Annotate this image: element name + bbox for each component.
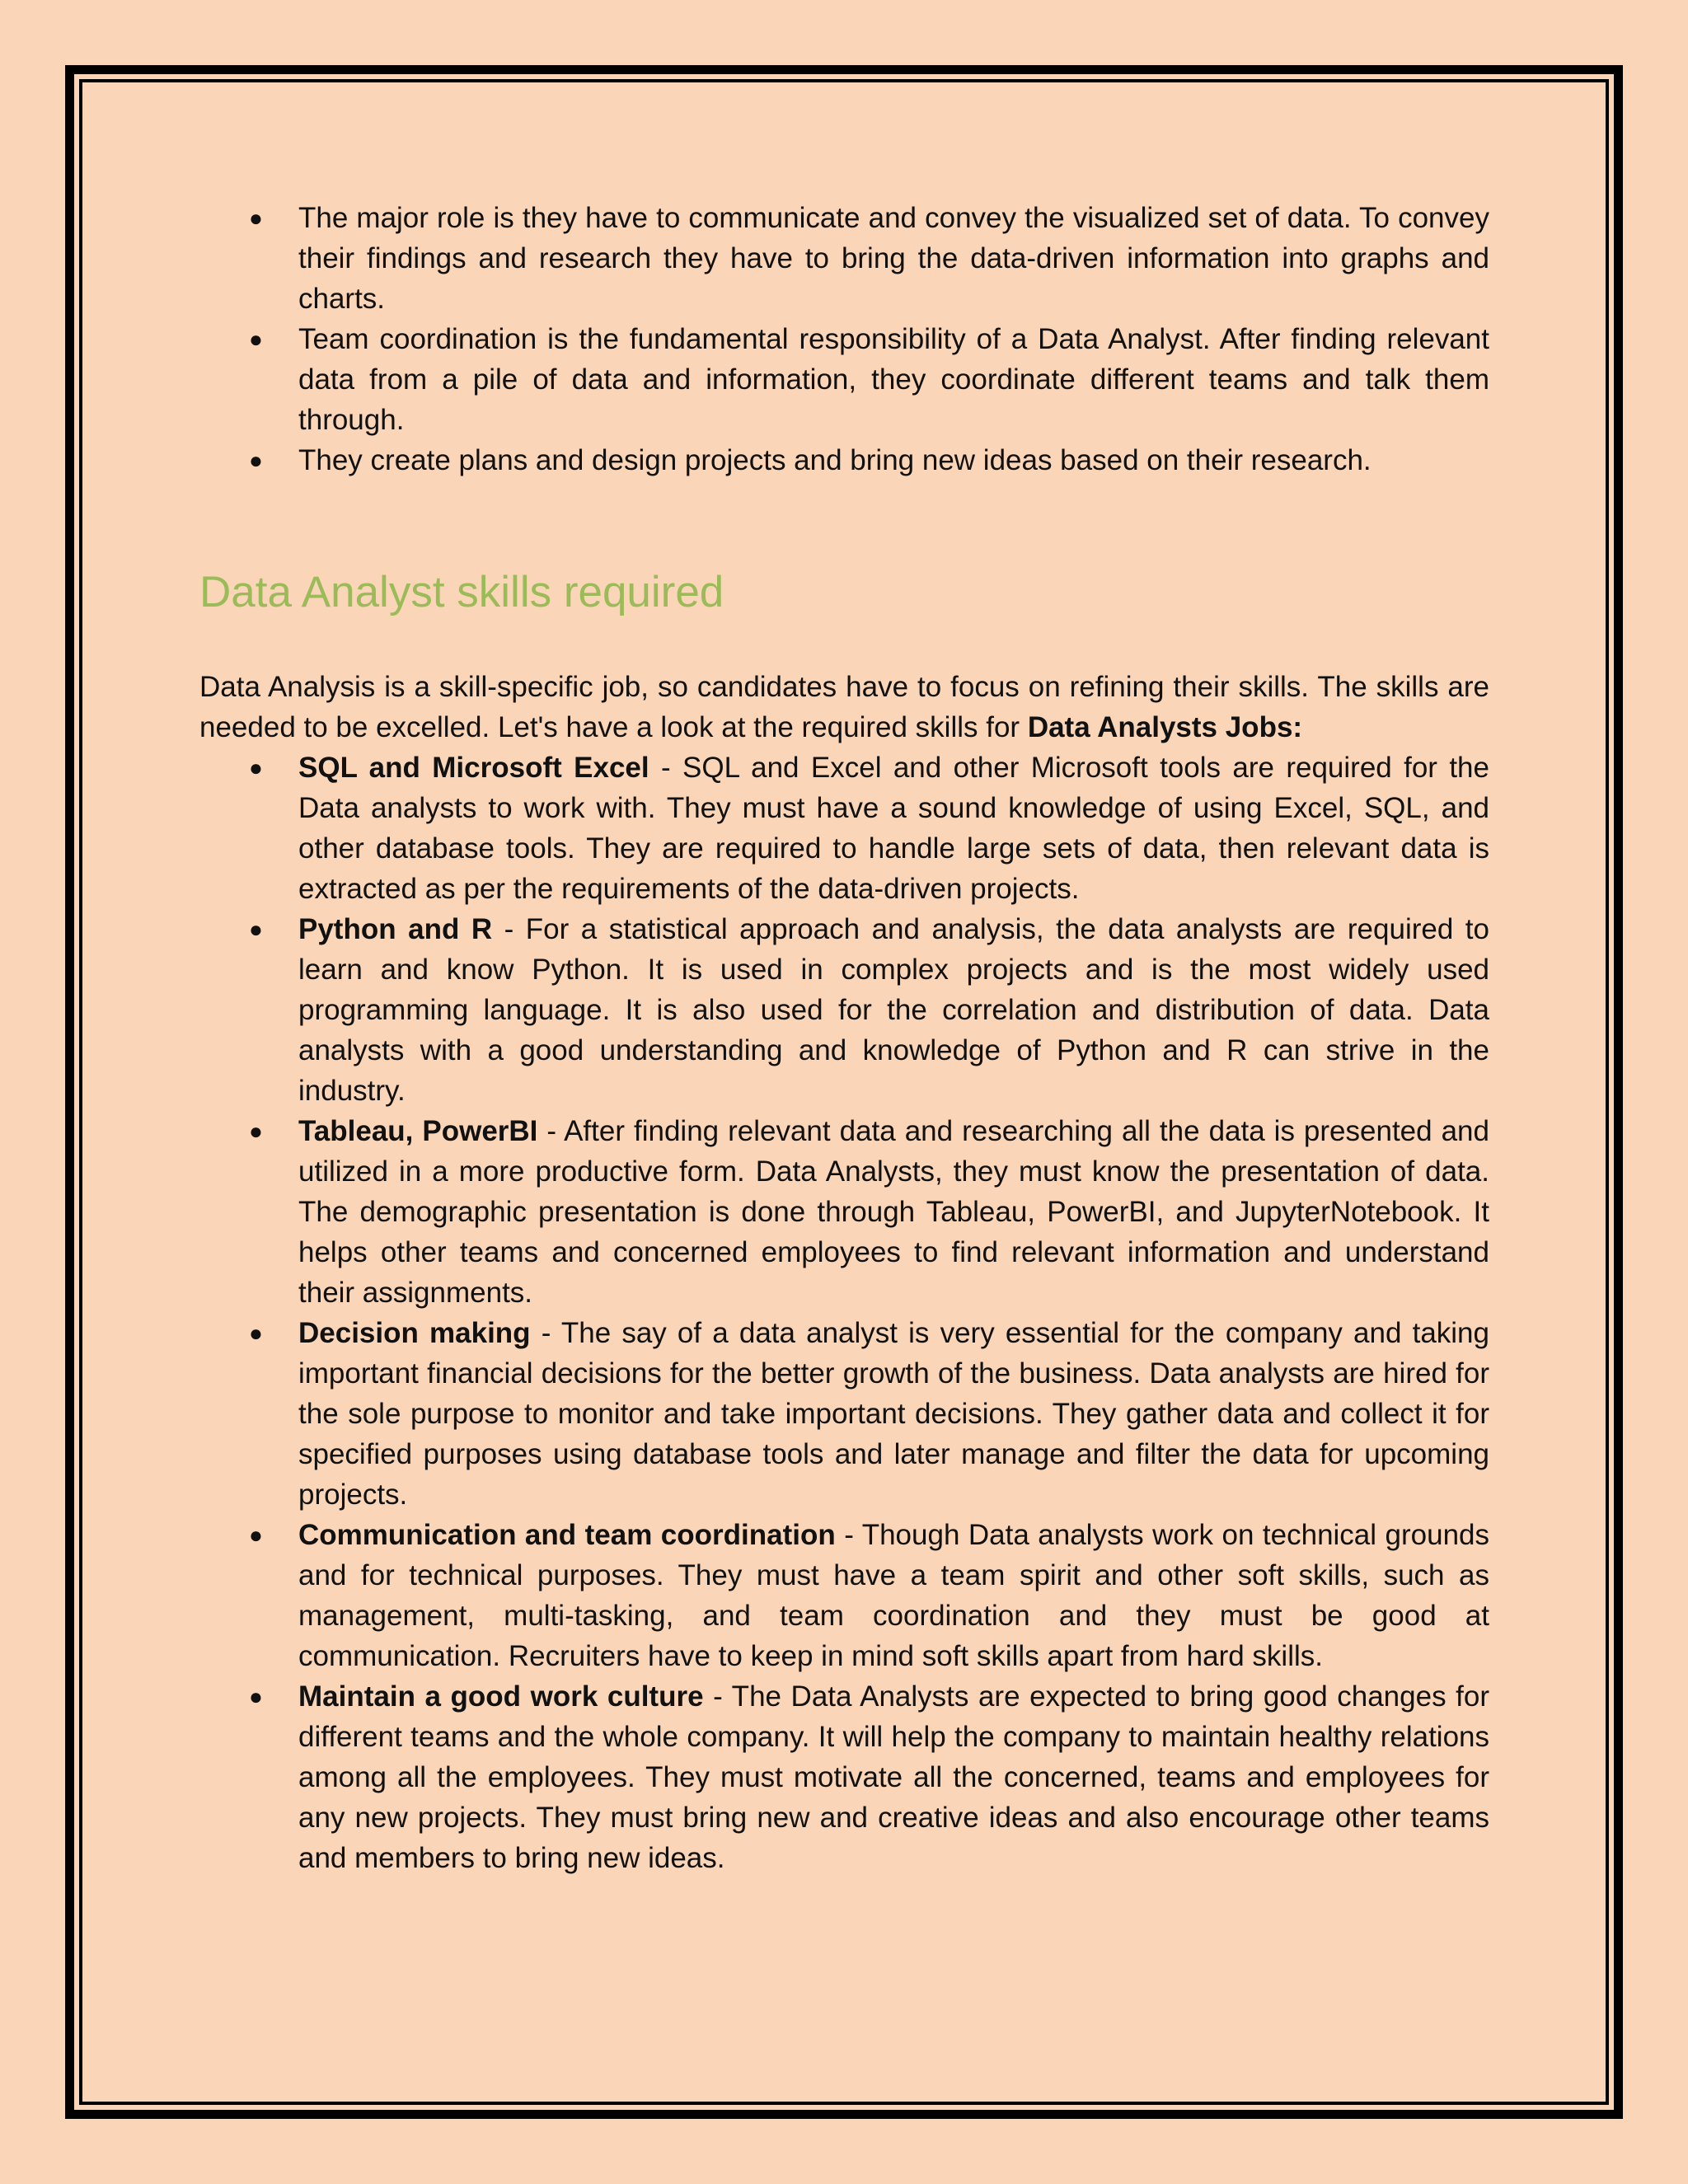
list-item	[199, 440, 1489, 480]
skill-text: - The say of a data analyst is very essential for the company and taking important financial decisions for the better growth of the business. Data analysts are hired for the sole purpose to monitor and take important decisions. They gather data and collect it for specified purposes using database tools and later manage and filter the data for upcoming projects.	[298, 1317, 1489, 1511]
list-item	[199, 319, 1489, 440]
list-item-text: The major role is they have to communicate and convey the visualized set of data. To convey their findings and research they have to bring the data-driven information into graphs and charts.	[298, 202, 1489, 315]
skill-title: Tableau, PowerBI	[298, 1115, 538, 1147]
skill-title: SQL and Microsoft Excel	[298, 752, 649, 784]
skills-list	[199, 748, 1489, 1878]
skill-text: - Though Data analysts work on technical grounds and for technical purposes. They must have a team spirit and other soft skills, such as management, multi-tasking, and team coordination and they must be good at communication. Recruiters have to keep in mind soft skills apart from hard skills.	[298, 1519, 1490, 1672]
bullet-icon: ●	[249, 326, 263, 352]
bullet-icon: ●	[249, 755, 263, 780]
bullet-icon: ●	[249, 916, 263, 942]
section-intro-bold: Data Analysts Jobs:	[1027, 711, 1303, 743]
skill-item	[199, 1676, 1489, 1878]
skill-item	[199, 1515, 1489, 1676]
skill-item	[199, 1313, 1489, 1515]
bullet-icon: ●	[249, 1522, 263, 1548]
responsibilities-list	[199, 198, 1489, 480]
bullet-icon: ●	[249, 1118, 263, 1144]
skill-text: - After finding relevant data and researching all the data is presented and utilized in a more productive form. Data Analysts, they must know the presentation of data. The demographic presentation is done through Tableau, PowerBI, and JupyterNotebook. It helps other teams and concerned employees to find relevant information and understand their assignments.	[298, 1115, 1489, 1309]
list-item-text: They create plans and design projects and bring new ideas based on their research.	[298, 444, 1372, 476]
skill-text: - The Data Analysts are expected to bring good changes for different teams and the whole company. It will help the company to maintain healthy relations among all the employees. They must motivate all the concerned, teams and employees for any new projects. They must bring new and creative ideas and also encourage other teams and members to bring new ideas.	[298, 1680, 1489, 1874]
section-intro-text: Data Analysis is a skill-specific job, so candidates have to focus on refining their skills. The skills are needed to be excelled. Let's have a look at the required skills for	[199, 671, 1489, 743]
skill-item	[199, 909, 1489, 1111]
bullet-icon: ●	[249, 1320, 263, 1346]
skill-text: - For a statistical approach and analysis, the data analysts are required to learn and know Python. It is used in complex projects and is the most widely used programming language. It is also used for the correlation and distribution of data. Data analysts with a good understanding and knowledge of Python and R can strive in the industry.	[298, 913, 1489, 1107]
skill-title: Decision making	[298, 1317, 531, 1349]
bullet-icon: ●	[249, 448, 263, 473]
document-body	[199, 198, 1489, 1878]
section-intro	[199, 667, 1489, 748]
list-item-text: Team coordination is the fundamental responsibility of a Data Analyst. After finding relevant data from a pile of data and information, they coordinate different teams and talk them through.	[298, 323, 1489, 436]
skill-item	[199, 748, 1489, 909]
list-item	[199, 198, 1489, 319]
skill-item	[199, 1111, 1489, 1313]
bullet-icon: ●	[249, 1684, 263, 1709]
skill-title: Communication and team coordination	[298, 1519, 836, 1551]
skill-text: - SQL and Excel and other Microsoft tools are required for the Data analysts to work with. They must have a sound knowledge of using Excel, SQL, and other database tools. They are required to handle large sets of data, then relevant data is extracted as per the requirements of the data-driven projects.	[298, 752, 1489, 905]
section-heading: Data Analyst skills required	[199, 568, 724, 616]
skill-title: Maintain a good work culture	[298, 1680, 704, 1713]
skill-title: Python and R	[298, 913, 493, 945]
bullet-icon: ●	[249, 205, 263, 231]
